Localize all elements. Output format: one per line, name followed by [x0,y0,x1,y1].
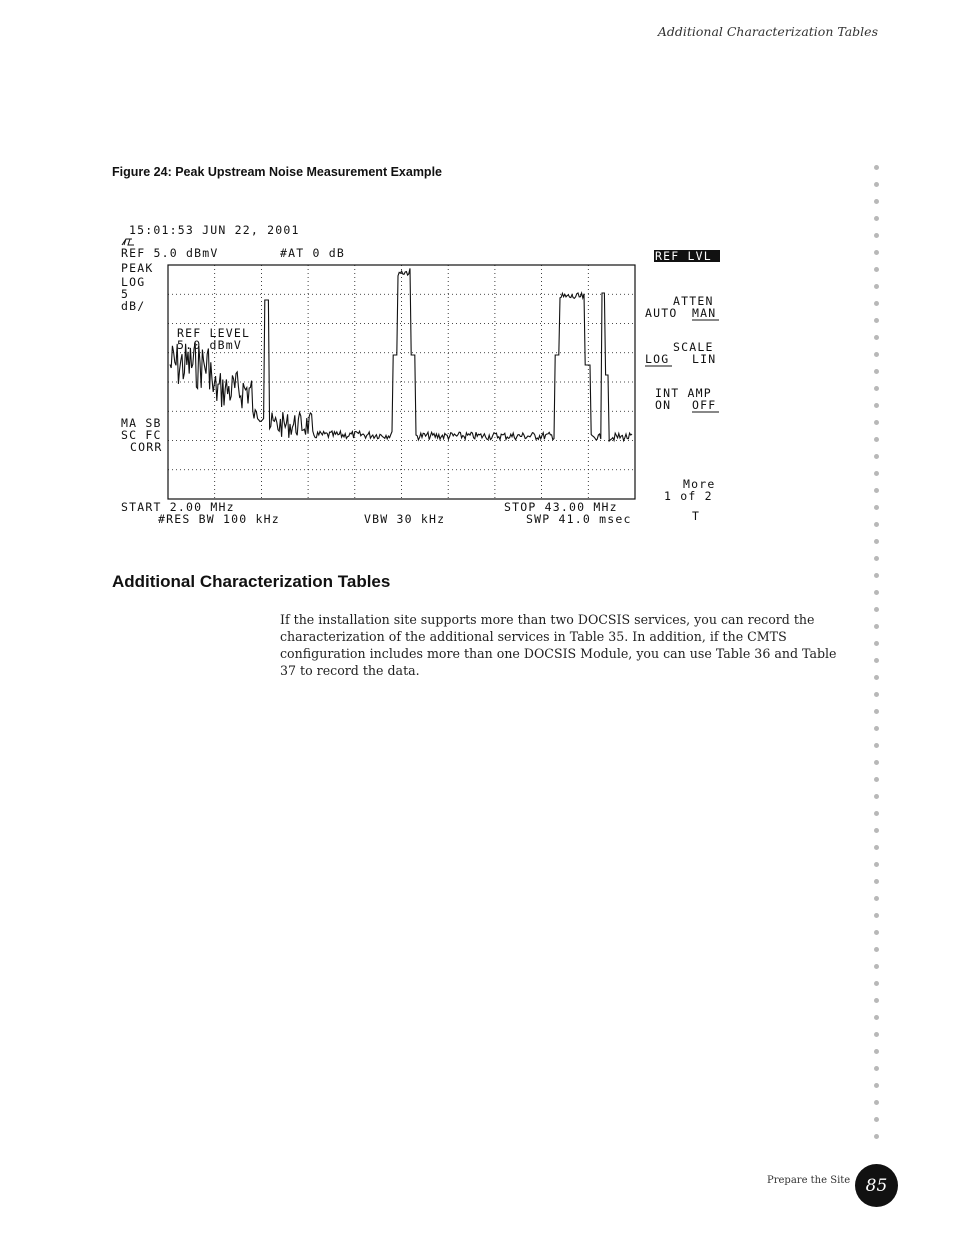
softkey-t: T [692,509,701,523]
video-bandwidth: VBW 30 kHz [364,512,446,526]
rail-dot [874,998,879,1003]
rail-dot [874,182,879,187]
scale-label-db-per-div: dB/ [121,299,146,313]
scale-label-log: LOG [121,275,146,289]
softkey-more: More [683,477,716,491]
rail-dot [874,624,879,629]
rail-dot [874,590,879,595]
rail-dot [874,777,879,782]
softkey-on: ON [655,398,672,412]
rail-dot [874,709,879,714]
rail-dot [874,964,879,969]
rail-dot [874,1117,879,1122]
page-number-badge: 85 [855,1164,898,1207]
rail-dot [874,607,879,612]
section-heading: Additional Characterization Tables [112,572,391,591]
rail-dot [874,165,879,170]
rail-dot [874,930,879,935]
rail-dot [874,658,879,663]
rail-dot [874,947,879,952]
rail-dot [874,454,879,459]
rail-dot [874,743,879,748]
start-frequency: START 2.00 MHz [121,500,235,514]
rail-dot [874,1100,879,1105]
rail-dot [874,437,879,442]
analyzer-timestamp: 15:01:53 JUN 22, 2001 [129,223,300,237]
rail-dot [874,845,879,850]
resolution-bandwidth: #RES BW 100 kHz [158,512,280,526]
marker-ref-level-label: REF LEVEL [177,326,251,340]
rail-dot [874,488,879,493]
softkey-ref-lvl: REF LVL [655,249,712,263]
decorative-dot-rail [870,165,884,1145]
rail-dot [874,318,879,323]
rail-dot [874,1083,879,1088]
rail-dot [874,675,879,680]
rail-dot [874,726,879,731]
softkey-man: MAN [692,306,717,320]
stop-frequency: STOP 43.00 MHz [504,500,618,514]
body-paragraph: If the installation site supports more than two DOCSIS services, you can record the characterization of the additional services in Table 35. In addition, if the CMTS configuration includes more than one DOCSIS Module, you can use Table 36 and Table 37 to record the data. [280,612,837,678]
rail-dot [874,981,879,986]
rail-dot [874,199,879,204]
rail-dot [874,250,879,255]
rail-dot [874,896,879,901]
rail-dot [874,760,879,765]
softkey-int-amp: INT AMP [655,386,712,400]
rail-dot [874,539,879,544]
rail-dot [874,913,879,918]
rail-dot [874,522,879,527]
softkey-auto: AUTO [645,306,678,320]
rail-dot [874,505,879,510]
rail-dot [874,301,879,306]
softkey-lin: LIN [692,352,717,366]
rail-dot [874,403,879,408]
rail-dot [874,386,879,391]
hp-logo [122,239,134,245]
rail-dot [874,369,879,374]
scale-label-peak: PEAK [121,261,154,275]
rail-dot [874,1015,879,1020]
softkey-scale: SCALE [673,340,714,354]
rail-dot [874,352,879,357]
ma-sb-label: MA SB [121,416,162,430]
scale-label-5: 5 [121,287,130,301]
sweep-time: SWP 41.0 msec [526,512,632,526]
rail-dot [874,284,879,289]
rail-dot [874,692,879,697]
rail-dot [874,335,879,340]
rail-dot [874,556,879,561]
figure-caption: Figure 24: Peak Upstream Noise Measurement Example [112,165,442,179]
softkey-log: LOG [645,352,670,366]
softkey-off: OFF [692,398,717,412]
rail-dot [874,1049,879,1054]
rail-dot [874,794,879,799]
softkey-atten: ATTEN [673,294,714,308]
footer-chapter-label: Prepare the Site [767,1175,851,1186]
rail-dot [874,573,879,578]
rail-dot [874,879,879,884]
corr-label: CORR [130,440,163,454]
rail-dot [874,1032,879,1037]
rail-dot [874,267,879,272]
rail-dot [874,1134,879,1139]
rail-dot [874,641,879,646]
ref-level-readout: REF 5.0 dBmV [121,246,219,260]
attenuation-readout: #AT 0 dB [280,246,345,260]
running-header: Additional Characterization Tables [657,24,878,39]
rail-dot [874,811,879,816]
rail-dot [874,862,879,867]
rail-dot [874,420,879,425]
rail-dot [874,233,879,238]
rail-dot [874,828,879,833]
rail-dot [874,216,879,221]
softkey-more-page: 1 of 2 [664,489,713,503]
rail-dot [874,1066,879,1071]
sc-fc-label: SC FC [121,428,162,442]
marker-ref-level-value: 5.0 dBmV [177,338,242,352]
spectrum-analyzer-screenshot [112,215,732,535]
rail-dot [874,471,879,476]
